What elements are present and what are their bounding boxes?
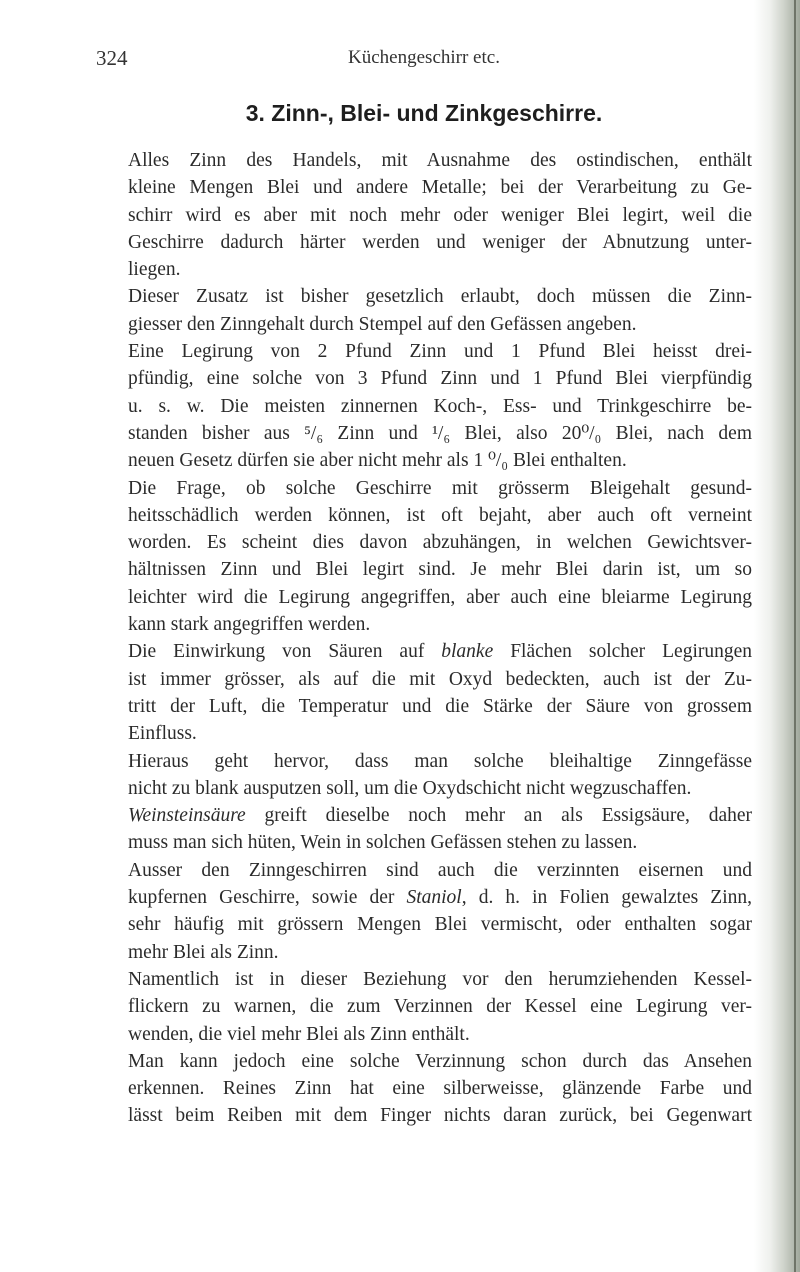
running-head: Küchengeschirr etc.: [348, 47, 500, 68]
emphasized-term: Staniol: [406, 887, 462, 909]
text-line: lässt beim Reiben mit dem Finger nichts daran zurück, bei Gegenwart: [128, 1105, 752, 1127]
page-edge-line: [794, 0, 796, 1272]
text-line: Die Einwirkung von Säuren auf blanke Flächen solcher Legirungen: [128, 641, 753, 663]
text-line: standen bisher aus ⁵/₆ Zinn und ¹/₆ Blei, also 20⁰/₀ Blei, nach dem: [128, 422, 752, 444]
paragraph: [96, 1048, 752, 1130]
text-line: mehr Blei als Zinn.: [128, 941, 279, 963]
page-number: 324: [96, 46, 128, 70]
text-line: Namentlich ist in dieser Beziehung vor den herumziehenden Kessel-: [128, 968, 752, 990]
text-line: worden. Es scheint dies davon abzuhängen, in welchen Gewichtsver-: [128, 532, 752, 554]
text-line: leichter wird die Legirung angegriffen, aber auch eine bleiarme Legirung: [128, 586, 752, 608]
text-line: flickern zu warnen, die zum Verzinnen der Kessel eine Legirung ver-: [128, 996, 752, 1018]
text-line: muss man sich hüten, Wein in solchen Gefässen stehen zu lassen.: [128, 832, 638, 854]
text-line: Dieser Zusatz ist bisher gesetzlich erlaubt, doch müssen die Zinn-: [128, 286, 752, 308]
paragraph: [96, 638, 752, 747]
paragraph: [96, 475, 752, 639]
text-line: heitsschädlich werden können, ist oft bejaht, aber auch oft verneint: [128, 504, 752, 526]
text-line: giesser den Zinngehalt durch Stempel auf den Gefässen angeben.: [128, 313, 637, 335]
text-line: Hieraus geht hervor, dass man solche bleihaltige Zinngefässe: [128, 750, 752, 772]
text-line: Man kann jedoch eine solche Verzinnung schon durch das Ansehen: [128, 1050, 752, 1072]
paragraph: [96, 802, 752, 857]
text-line: kann stark angegriffen werden.: [128, 614, 371, 636]
text-line: Geschirre dadurch härter werden und weniger der Abnutzung unter-: [128, 231, 752, 253]
page-header: [96, 46, 752, 76]
emphasized-term: Weinsteinsäure: [128, 805, 246, 827]
text-line: pfündig, eine solche von 3 Pfund Zinn und 1 Pfund Blei vierpfündig: [128, 368, 752, 390]
text-line: schirr wird es aber mit noch mehr oder weniger Blei legirt, weil die: [128, 204, 752, 226]
paragraph: [96, 857, 752, 966]
text-line: sehr häufig mit grössern Mengen Blei vermischt, oder enthalten sogar: [128, 914, 752, 936]
text-line: ist immer grösser, als auf die mit Oxyd bedeckten, auch ist der Zu-: [128, 668, 752, 690]
text-line: u. s. w. Die meisten zinnernen Koch-, Ess- und Trinkgeschirre be-: [128, 395, 752, 417]
paragraph: [96, 338, 752, 474]
text-line: kleine Mengen Blei und andere Metalle; bei der Verarbeitung zu Ge-: [128, 177, 752, 199]
text-line: kupfernen Geschirre, sowie der Staniol, d. h. in Folien gewalztes Zinn,: [128, 887, 752, 909]
text-line: Eine Legirung von 2 Pfund Zinn und 1 Pfund Blei heisst drei-: [128, 341, 752, 363]
paragraph: [96, 283, 752, 338]
text-line: liegen.: [128, 259, 181, 281]
paragraph: [96, 748, 752, 803]
text-line: tritt der Luft, die Temperatur und die Stärke der Säure von grossem: [128, 695, 752, 717]
paragraph: [96, 147, 752, 283]
text-line: Alles Zinn des Handels, mit Ausnahme des ostindischen, enthält: [128, 150, 752, 171]
emphasized-term: blanke: [441, 641, 494, 663]
text-line: Einfluss.: [128, 723, 197, 745]
text-line: Ausser den Zinngeschirren sind auch die verzinnten eisernen und: [128, 859, 752, 881]
paragraph: [96, 966, 752, 1048]
text-line: Die Frage, ob solche Geschirre mit grösserm Bleigehalt gesund-: [128, 477, 752, 499]
text-line: wenden, die viel mehr Blei als Zinn enthält.: [128, 1023, 470, 1045]
text-line: nicht zu blank ausputzen soll, um die Oxydschicht nicht wegzuschaffen.: [128, 777, 692, 799]
section-title: 3. Zinn-, Blei- und Zinkgeschirre.: [245, 100, 603, 126]
text-line: neuen Gesetz dürfen sie aber nicht mehr als 1 ⁰/₀ Blei enthalten.: [128, 450, 627, 472]
text-line: erkennen. Reines Zinn hat eine silberweisse, glänzende Farbe und: [128, 1078, 752, 1100]
text-line: hältnissen Zinn und Blei legirt sind. Je mehr Blei darin ist, um so: [128, 559, 752, 581]
text-line: Weinsteinsäure greift dieselbe noch mehr an als Essigsäure, daher: [128, 805, 752, 827]
body-text: [96, 147, 752, 1130]
